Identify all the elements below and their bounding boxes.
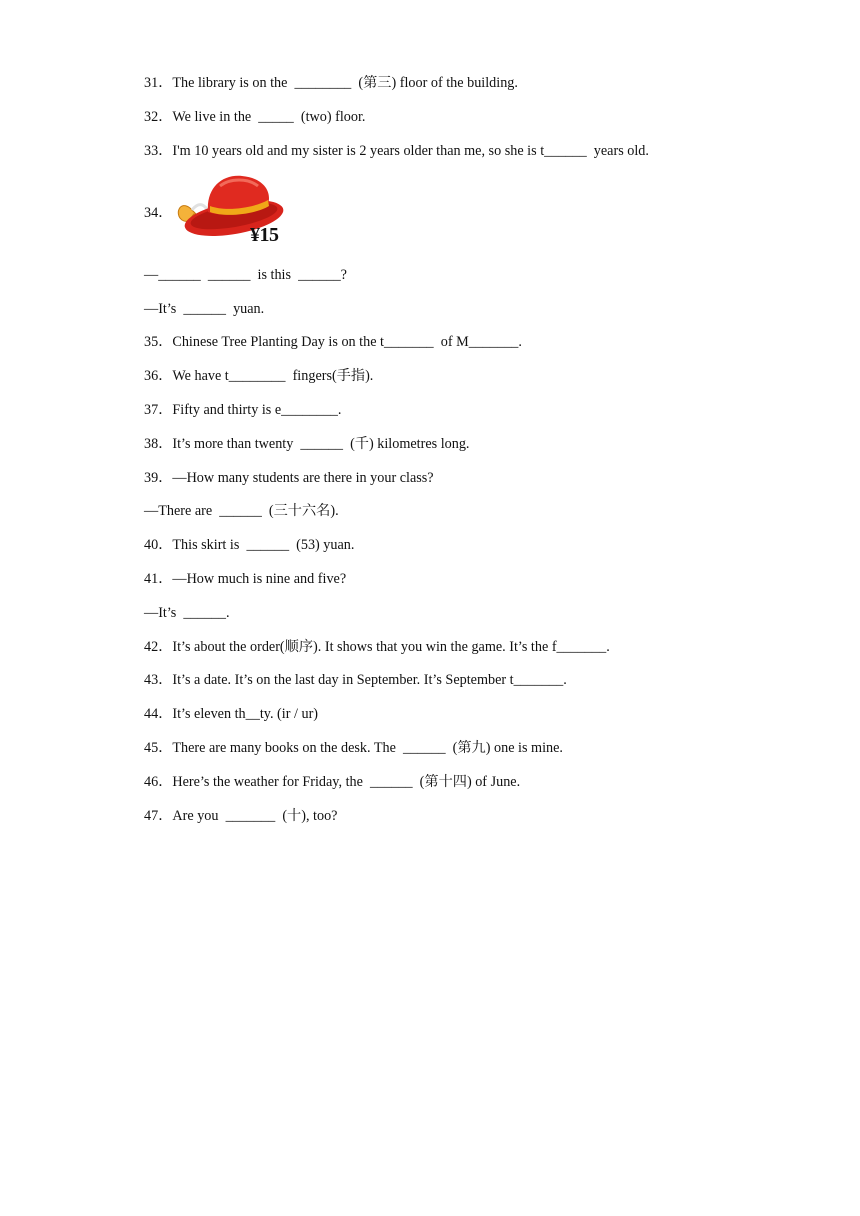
question-39-line-a: 39．—How many students are there in your class? — [144, 470, 434, 486]
question-41-line-a: 41．—How much is nine and five? — [144, 571, 347, 587]
question-42: 42．It’s about the order(顺序). It shows that you win the game. It’s the f_______. — [144, 639, 610, 655]
question-45: 45．There are many books on the desk. The ______ (第九) one is mine. — [144, 740, 563, 756]
question-43: 43．It’s a date. It’s on the last day in September. It’s September t_______. — [144, 672, 567, 688]
question-34-line-b: —It’s ______ yuan. — [144, 301, 265, 317]
question-34-line-a: —______ ______ is this ______? — [144, 267, 347, 283]
question-47: 47．Are you _______ (十), too? — [144, 808, 338, 824]
question-46: 46．Here’s the weather for Friday, the ______ (第十四) of June. — [144, 774, 521, 790]
question-33: 33．I'm 10 years old and my sister is 2 years older than me, so she is t______ years old. — [144, 143, 649, 159]
question-40: 40．This skirt is ______ (53) yuan. — [144, 537, 355, 553]
question-35: 35．Chinese Tree Planting Day is on the t_______ of M_______. — [144, 334, 522, 350]
price-label: ¥15 — [250, 224, 279, 246]
question-31: 31．The library is on the ________ (第三) floor of the building. — [144, 75, 518, 91]
hat-picture — [172, 170, 292, 250]
question-36: 36．We have t________ fingers(手指). — [144, 368, 374, 384]
question-32: 32．We live in the _____ (two) floor. — [144, 109, 366, 125]
question-38: 38．It’s more than twenty ______ (千) kilometres long. — [144, 436, 470, 452]
question-39-line-b: —There are ______ (三十六名). — [144, 503, 339, 519]
question-34-number: 34． — [144, 205, 173, 221]
question-41-line-b: —It’s ______. — [144, 605, 230, 621]
question-44: 44．It’s eleven th__ty. (ir / ur) — [144, 706, 319, 722]
question-37: 37．Fifty and thirty is e________. — [144, 402, 342, 418]
